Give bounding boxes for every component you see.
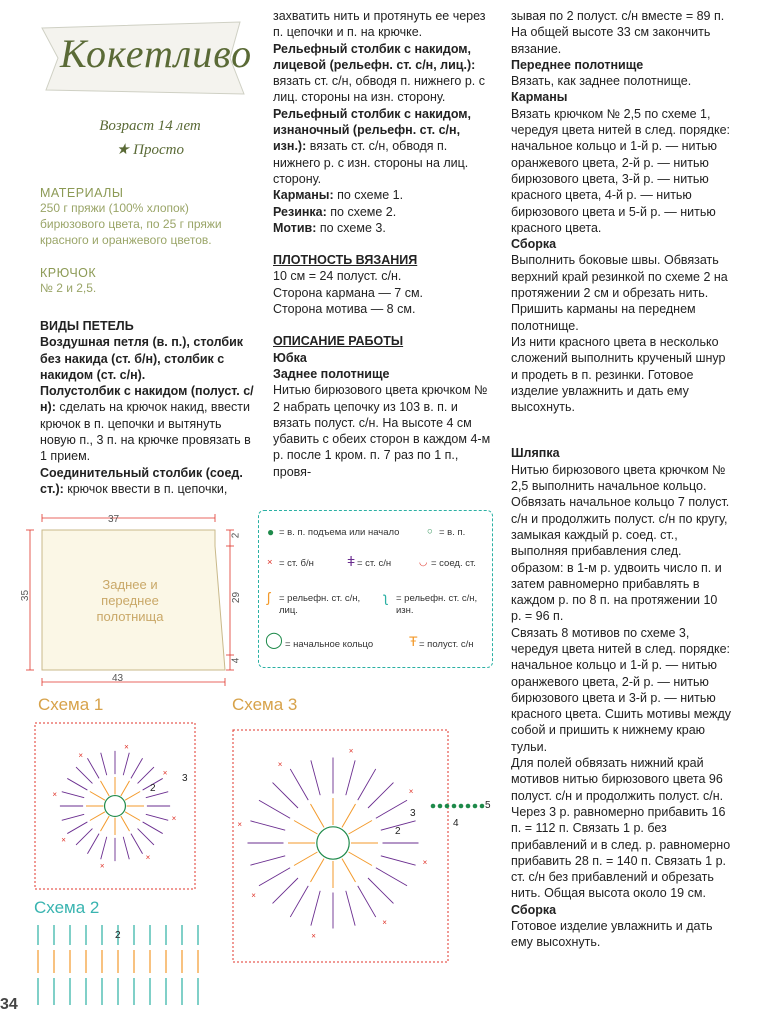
relief-front-icon: ʃ [267, 589, 271, 605]
stitch-mark [346, 891, 355, 926]
legend-6: = рельефн. ст. с/н, лиц. [279, 593, 361, 616]
col2-p1: захватить нить и протянуть ее через п. цепочки и п. на крючке. [273, 9, 486, 40]
x-mark: × [382, 917, 387, 927]
stitches-p2: Полустолбик с накидом (полуст. с/н): сделать на крючок накид, ввести крючок в п. цепочки и вытянуть новую п., 3 п. на крючке провязать в 1 прием. [40, 384, 254, 464]
stitch-mark [381, 856, 416, 865]
stitch-mark [311, 760, 320, 795]
stitches-p1: Воздушная петля (в. п.), столбик без накида (ст. б/н), столбик с накидом (ст. с/н). [40, 335, 244, 382]
dot-mark [473, 804, 478, 809]
legend-5: = соед. ст. [431, 558, 476, 569]
stitch-mark [342, 804, 356, 827]
stitch-mark [121, 781, 130, 796]
schema-2-label: Схема 2 [34, 898, 100, 917]
materials-section [40, 186, 255, 296]
schema-3-chart [228, 718, 498, 968]
skirt-heading: Юбка [273, 350, 307, 365]
stitch-mark [290, 769, 308, 800]
assembly-text-2: Из нити красного цвета в несколько сложений выполнить крученый шнур и продеть в п. резинки. Готовое изделие увлажнить и дать ему высохнуть. [511, 334, 726, 415]
materials-text: 250 г пряжи (100% хлопок) бирюзового цвета, по 25 г пряжи красного и оранжевого цветов. [40, 201, 222, 247]
height-right-1: 2 [230, 532, 242, 539]
pockets-heading: Карманы [511, 90, 568, 105]
dot-mark [459, 804, 464, 809]
stitch-mark [76, 767, 92, 783]
height-right-3: 4 [230, 657, 242, 664]
schema-border [233, 730, 448, 962]
slip-icon: ◡ [419, 557, 428, 568]
hat-heading: Шляпка [511, 446, 560, 461]
hat-text: Нитью бирюзового цвета крючком № 2,5 выполнить начальное кольцо. Обвязать начальное кольцо 7 полуст. с/н и продолжить полуст. с/н по кругу, замыкая каждый р. соед. ст., выполняя прибавления след. образом: в 1-м р. удвоить число п. и затем равномерно прибавлять в каждом р. по 8 п. на протяжении 10 р. = 96 п. [511, 462, 730, 624]
stitch-mark [101, 816, 110, 831]
stitch-mark [121, 816, 130, 831]
x-mark: × [251, 891, 256, 901]
col3-t1: зывая по 2 полуст. с/н вместе = 89 п. На общей высоте 33 см закончить вязание. [511, 9, 725, 56]
schema-1-chart [30, 718, 200, 894]
hat-text-2: Связать 8 мотивов по схеме 3, чередуя цвета нитей в след. порядке: начальное кольцо и 1-й р. — нитью оранжевого цвета, 2-й р. — нитью бирюзового цвета и 3-й р. — нитью красного цвета. Сшить мотивы между собой и пришить к нижнему краю тульи. [511, 625, 732, 754]
width-top: 37 [108, 514, 120, 525]
stitch-mark [342, 859, 356, 882]
stitch-mark [131, 758, 143, 778]
assembly-text: Выполнить боковые швы. Обвязать верхний край резинкой по схеме 2 на протяжении 2 см и обрезать нить. Пришить карманы на переднем полотнище. [511, 253, 728, 333]
hdc-icon: Ŧ [409, 633, 418, 649]
stitch-mark [311, 891, 320, 926]
pattern-label: Заднее и переднее полотнища [96, 577, 164, 624]
stitch-mark [368, 878, 393, 903]
col2-p4: Карманы: по схеме 1. [273, 188, 404, 203]
pockets-text: Вязать крючком № 2,5 по схеме 1, чередуя цвета нитей в след. порядке: начальное кольцо и 1-й р. — нитью оранжевого цвета, 2-й р. — нитью бирюзового цвета, 3-й р. — нитью красного цвета, 4-й р. — нитью бирюзового цвета и 5-й р. — нитью красного цвета. [511, 106, 731, 235]
stitch-mark [273, 783, 298, 808]
stitch-mark [358, 769, 376, 800]
x-mark: × [311, 931, 316, 941]
stitch-mark [250, 821, 285, 830]
x-mark: × [124, 742, 129, 752]
x-mark: × [78, 751, 84, 761]
x-mark: × [348, 746, 354, 756]
x-mark: × [237, 820, 243, 830]
stitch-mark [138, 767, 154, 783]
stitch-mark [273, 878, 298, 903]
page-number: 34 [0, 996, 18, 1013]
stitch-mark [125, 812, 140, 821]
dc-icon: ǂ [347, 553, 356, 569]
stitches-section [40, 318, 255, 497]
stitch-mark [290, 886, 308, 917]
stitch-mark [87, 758, 99, 778]
column-3 [511, 8, 731, 951]
schema-2-chart [30, 915, 220, 1013]
width-bottom: 43 [112, 673, 124, 684]
legend-9: = полуст. с/н [419, 639, 474, 650]
back-heading: Заднее полотнище [273, 366, 390, 381]
stitch-mark [250, 856, 285, 865]
start-ring [317, 827, 349, 859]
stitch-mark [101, 837, 107, 859]
dot-mark [438, 804, 443, 809]
hook-text: № 2 и 2,5. [40, 281, 97, 295]
stitch-mark [90, 792, 105, 801]
schema-2-n2: 2 [115, 930, 121, 941]
col2-p5: Резинка: по схеме 2. [273, 204, 397, 219]
relief-back-icon: ʅ [384, 589, 388, 605]
density-1: 10 см = 24 полуст. с/н. [273, 269, 402, 284]
legend-2: = в. п. [439, 527, 466, 538]
stitch-mark [67, 822, 87, 834]
stitch-mark [76, 829, 92, 845]
x-mark: × [422, 857, 428, 867]
schema-1-n2: 2 [150, 783, 156, 794]
stitch-mark [349, 852, 372, 866]
schema-3-n5: 5 [485, 800, 491, 811]
stitch-mark [146, 814, 168, 820]
age-label: Возраст 14 лет [99, 118, 201, 134]
height-left: 35 [20, 589, 32, 602]
back-text: Нитью бирюзового цвета крючком № 2 набрать цепочку из 103 в. п. и вязать полуст. с/н. На высоте 4 см убавить с обеих сторон в каждом 4-м р. после 1 кром. п. 7 раз по 1 п., провя- [273, 383, 491, 479]
dot-icon: ● [267, 525, 275, 539]
legend-1: = в. п. подъема или начало [279, 527, 400, 538]
stitch-mark [123, 837, 129, 859]
stitch-mark [125, 792, 140, 801]
stitch-mark [376, 868, 407, 886]
schema-3-n4: 4 [453, 818, 459, 829]
ring-icon: ◯ [265, 632, 283, 649]
x-mark: × [408, 786, 414, 796]
height-right-2: 29 [231, 591, 243, 604]
schema-3-label: Схема 3 [232, 695, 298, 714]
assembly2-text: Готовое изделие увлажнить и дать ему высохнуть. [511, 919, 713, 950]
stitch-mark [123, 753, 129, 775]
assembly2-heading: Сборка [511, 902, 557, 917]
x-mark: × [145, 852, 151, 862]
column-2 [273, 8, 491, 480]
dot-mark [431, 804, 436, 809]
stitch-mark [259, 800, 290, 818]
density-heading: ПЛОТНОСТЬ ВЯЗАНИЯ [273, 253, 418, 268]
x-mark: × [277, 760, 283, 770]
schema-1-n3: 3 [182, 773, 188, 784]
hat-text-3: Для полей обвязать нижний край мотивов нитью бирюзового цвета 96 полуст. с/н и продолжить полуст. с/н. Через 3 р. равномерно прибавить 16 п. = 112 п. Связать 1 р. без прибавлений и в след. р. равномерно прибавить 28 п. = 140 п. Связать 1 р. ст. с/н без прибавлений и обрезать нить. Общая высота около 19 см. [511, 756, 731, 901]
stitch-mark [131, 834, 143, 854]
stitch-mark [143, 822, 163, 834]
chain-icon: ○ [427, 526, 433, 537]
stitch-mark [87, 834, 99, 854]
stitch-mark [358, 886, 376, 917]
stitch-mark [90, 812, 105, 821]
difficulty-label: ★ Просто [115, 142, 185, 158]
col2-p6: Мотив: по схеме 3. [273, 220, 386, 235]
density-2: Сторона кармана — 7 см. [273, 285, 424, 300]
stitch-mark [376, 800, 407, 818]
stitch-mark [138, 829, 154, 845]
col2-p2: Рельефный столбик с накидом, лицевой (рельефн. ст. с/н, лиц.): вязать ст. с/н, обводя п. нижнего р. с лиц. стороны на изн. сторону. [273, 41, 485, 105]
start-ring [105, 796, 126, 817]
x-mark: × [52, 789, 57, 799]
front-text: Вязать, как заднее полотнище. [511, 74, 692, 89]
stitches-heading: ВИДЫ ПЕТЕЛЬ [40, 319, 134, 333]
schema-3-n2: 2 [395, 826, 401, 837]
legend-7: = рельефн. ст. с/н, изн. [396, 593, 478, 616]
schema-border [35, 723, 195, 889]
col2-p3: Рельефный столбик с накидом, изнаночный (рельефн. ст. с/н, изн.): вязать ст. с/н, обводя п. нижнего р. с изн. стороны на лиц. сторону. [273, 106, 472, 186]
schema-1-label: Схема 1 [38, 695, 104, 714]
x-mark: × [61, 835, 66, 845]
schema-3-n3: 3 [410, 808, 416, 819]
stitch-mark [346, 760, 355, 795]
legend-3: = ст. б/н [279, 558, 314, 569]
stitch-mark [311, 859, 325, 882]
stitch-mark [62, 792, 84, 798]
stitch-mark [294, 852, 317, 866]
hook-heading: КРЮЧОК [40, 266, 97, 280]
stitches-p3: Соединительный столбик (соед. ст.): крючок ввести в п. цепочки, [40, 465, 243, 496]
dot-mark [466, 804, 471, 809]
stitch-mark [101, 753, 107, 775]
dot-mark [480, 804, 485, 809]
materials-heading: МАТЕРИАЛЫ [40, 186, 124, 200]
x-mark: × [99, 861, 105, 871]
front-heading: Переднее полотнище [511, 57, 644, 72]
x-mark: × [171, 814, 177, 824]
stitch-mark [101, 781, 110, 796]
stitch-mark [368, 783, 393, 808]
symbol-legend [258, 510, 493, 668]
x-icon: × [267, 557, 273, 568]
stitch-mark [62, 814, 84, 820]
stitch-mark [294, 821, 317, 835]
legend-8: = начальное кольцо [285, 639, 374, 650]
stitch-mark [67, 778, 87, 790]
dot-mark [452, 804, 457, 809]
legend-4: = ст. с/н [357, 558, 392, 569]
stitch-mark [259, 868, 290, 886]
density-3: Сторона мотива — 8 см. [273, 302, 416, 317]
page-title: Кокетливо [60, 31, 253, 76]
stitch-mark [349, 821, 372, 835]
assembly-heading: Сборка [511, 237, 557, 252]
x-mark: × [162, 768, 168, 778]
dot-mark [445, 804, 450, 809]
stitch-mark [311, 804, 325, 827]
work-heading: ОПИСАНИЕ РАБОТЫ [273, 334, 404, 349]
